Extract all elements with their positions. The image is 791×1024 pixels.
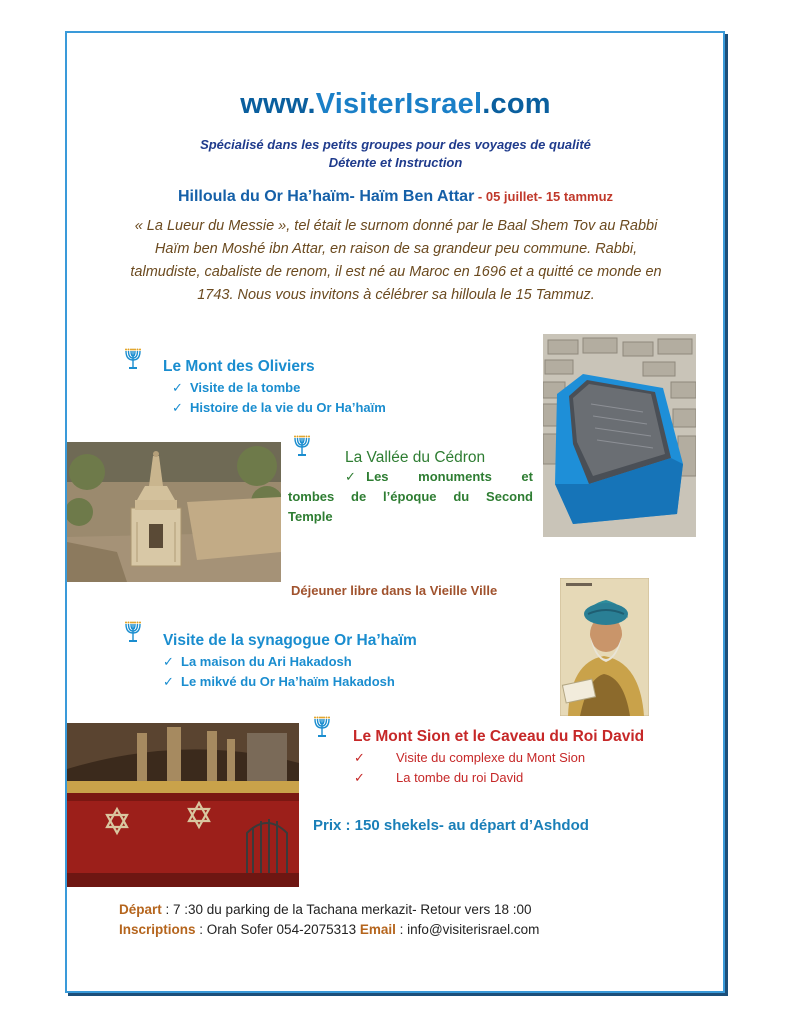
site-title[interactable] xyxy=(0,88,791,121)
check-icon: ✓ xyxy=(172,380,183,395)
list-item: ✓ La tombe du roi David xyxy=(354,770,524,785)
site-suffix: .com xyxy=(482,88,551,120)
intro-quote: « La Lueur du Messie » xyxy=(134,218,287,234)
menorah-icon xyxy=(293,434,311,458)
tomb-photo xyxy=(543,334,696,537)
list-item-cont: tombes de l’époque du Second xyxy=(288,489,533,504)
menorah-icon xyxy=(124,620,142,644)
list-item-cont: Temple xyxy=(288,509,333,524)
price: Prix : 150 shekels- au départ d’Ashdod xyxy=(313,817,589,834)
intro-text: , tel était le surnom donné par le Baal Shem Tov au Rabbi Haïm ben Moshé ibn Attar, en raison de sa grandeur peu commune. Rabbi, talmudiste, cabaliste de renom, il est né au Maroc en 1696 et a quitté ce monde en 1743. Nous vous invitons à célébrer sa hilloula le 15 Tammuz. xyxy=(130,218,662,303)
absalom-tomb-photo xyxy=(67,442,281,582)
check-icon: ✓ xyxy=(354,770,365,785)
list-item: ✓ Visite du complexe du Mont Sion xyxy=(354,750,586,765)
check-icon: ✓ xyxy=(345,469,356,484)
event-title xyxy=(0,188,791,206)
section-title-synagogue: Visite de la synagogue Or Ha’haïm xyxy=(163,632,417,649)
section-title-oliviers: Le Mont des Oliviers xyxy=(163,358,315,375)
lunch-note: Déjeuner libre dans la Vieille Ville xyxy=(291,583,498,598)
tagline-1: Spécialisé dans les petits groupes pour des voyages de qualité xyxy=(200,137,591,152)
list-item: ✓ Le mikvé du Or Ha’haïm Hakadosh xyxy=(163,674,395,689)
contact-info: Inscriptions : Orah Sofer 054-2075313 Email : info@visiterisrael.com xyxy=(119,922,540,937)
check-icon: ✓ xyxy=(354,750,365,765)
email-link[interactable]: : info@visiterisrael.com xyxy=(395,922,540,937)
section-title-sion: Le Mont Sion et le Caveau du Roi David xyxy=(353,728,645,745)
list-item: ✓ La maison du Ari Hakadosh xyxy=(163,654,352,669)
check-icon: ✓ xyxy=(163,674,174,689)
event-name: Hilloula du Or Ha’haïm- Haïm Ben Attar xyxy=(177,188,475,205)
list-item: ✓ Visite de la tombe xyxy=(172,380,301,395)
site-brand: VisiterIsrael xyxy=(315,88,483,120)
menorah-icon xyxy=(313,715,331,739)
list-item: ✓ Histoire de la vie du Or Ha’haïm xyxy=(172,400,386,415)
event-intro xyxy=(118,215,674,307)
tagline-2: Détente et Instruction xyxy=(328,155,463,170)
event-date: - 05 juillet- 15 tammuz xyxy=(474,189,614,204)
rabbi-portrait xyxy=(560,578,649,716)
king-david-tomb-photo xyxy=(67,723,299,887)
check-icon: ✓ xyxy=(172,400,183,415)
menorah-icon xyxy=(124,347,142,371)
site-prefix: www. xyxy=(240,88,316,120)
departure-info: Départ : 7 :30 du parking de la Tachana merkazit- Retour vers 18 :00 xyxy=(119,902,532,917)
check-icon: ✓ xyxy=(163,654,174,669)
list-item: ✓ Les monuments et xyxy=(345,469,533,484)
section-title-cedron: La Vallée du Cédron xyxy=(345,449,486,466)
